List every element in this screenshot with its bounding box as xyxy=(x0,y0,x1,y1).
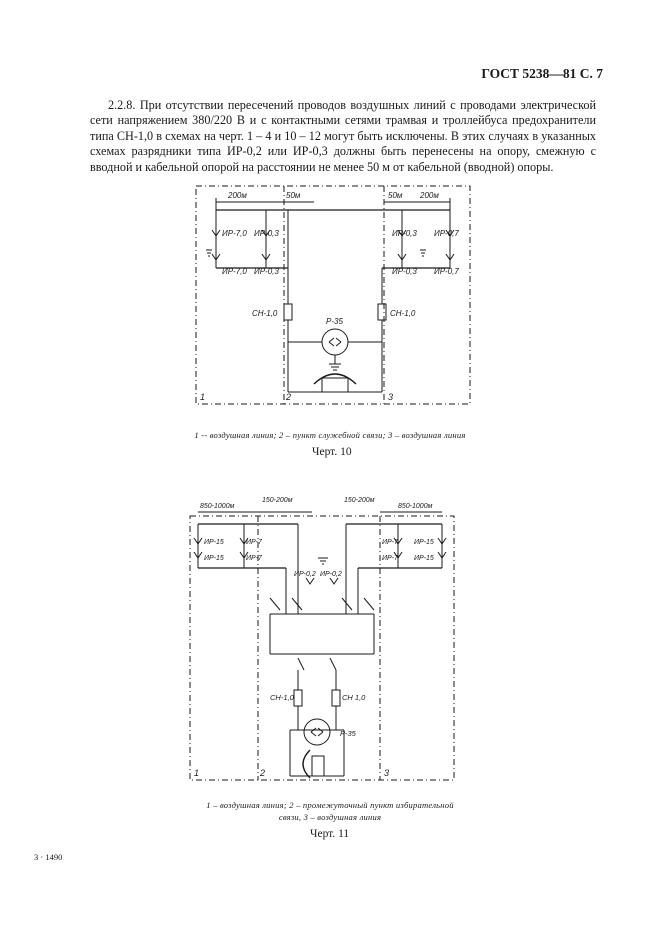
arrester-label: ИР-7 xyxy=(382,555,398,562)
arrester-label: ИР-15 xyxy=(204,539,224,546)
arrester-label: ИР-0,3 xyxy=(254,229,279,238)
dim-label: 150-200м xyxy=(344,497,375,504)
arrester-label: ИР-0,2 xyxy=(294,571,316,578)
phone-label: Р-35 xyxy=(340,729,356,738)
zone-label: 1 xyxy=(194,768,200,778)
arrester-label: ИР-15 xyxy=(204,555,224,562)
figure-10-title: Черт. 10 xyxy=(312,446,352,458)
figure-11-caption-line1: 1 – воздушная линия; 2 – промежуточный пункт избирательной xyxy=(206,800,454,810)
figure-11-caption-line2: связи, 3 – воздушная линия xyxy=(278,812,382,822)
arrester-label: ИР-0,3 xyxy=(254,267,279,276)
dim-label: 200м xyxy=(420,191,439,200)
arrester-label: ИР-0,7 xyxy=(434,229,459,238)
arrester-label: ИР-7 xyxy=(246,555,262,562)
figure-11-title: Черт. 11 xyxy=(310,828,350,840)
arrester-label: ИР-0,3 xyxy=(392,229,417,238)
arrester-label: ИР-7,0 xyxy=(222,229,247,238)
phone-label: Р-35 xyxy=(326,317,343,326)
dim-label: 150-200м xyxy=(262,497,293,504)
arrester-label: ИР-15 xyxy=(414,539,434,546)
zone-label: 1 xyxy=(200,392,206,402)
zone-label: 3 xyxy=(388,392,394,402)
arrester-label: ИР-0,2 xyxy=(320,571,342,578)
fuse-label: СН-1,0 xyxy=(270,693,294,702)
arrester-label: ИР-0,3 xyxy=(392,267,417,276)
fuse-label: СН 1,0 xyxy=(342,693,366,702)
section-paragraph: 2.2.8. При отсутствии пересечений проводов воздушных линий с проводами электрической сети напряжением 380/220 В и с контактными сетями трамвая и троллейбуса предохранители типа СН-1,0 в схемах на черт. 1 – 4 и 10 – 12 могут быть исключены. В этих случаях в указанных схемах разрядники типа ИР-0,2 или ИР-0,3 должны быть перенесены на опору, смежную с вводной и кабельной опорой на расстоянии не менее 50 м от кабельной (вводной) опоры. xyxy=(90,98,596,174)
arrester-label: ИР-7,0 xyxy=(222,267,247,276)
arrester-label: ИР-15 xyxy=(414,555,434,562)
zone-label: 2 xyxy=(260,768,266,778)
dim-label: 50м xyxy=(286,191,301,200)
zone-label: 3 xyxy=(384,768,390,778)
page-footer: 3 · 1490 xyxy=(34,852,63,862)
figure-11-diagram xyxy=(186,494,458,790)
fuse-label: СН-1,0 xyxy=(252,309,278,318)
frame-dashed xyxy=(196,186,470,404)
figure-10-caption: 1 -- воздушная линия; 2 – пункт служебной связи; 3 – воздушная линия xyxy=(194,430,466,440)
arrester-label: ИР-0,7 xyxy=(434,267,459,276)
arrester-label: ИР-7 xyxy=(382,539,398,546)
figure-10-diagram xyxy=(188,180,478,420)
page-header: ГОСТ 5238—81 С. 7 xyxy=(481,66,603,81)
dim-label: 200м xyxy=(228,191,247,200)
arrester-label: ИР-7 xyxy=(246,539,262,546)
dim-label: 850-1000м xyxy=(398,503,433,510)
dim-label: 850-1000м xyxy=(200,503,235,510)
dim-label: 50м xyxy=(388,191,403,200)
fuse-label: СН-1,0 xyxy=(390,309,416,318)
zone-label: 2 xyxy=(286,392,292,402)
